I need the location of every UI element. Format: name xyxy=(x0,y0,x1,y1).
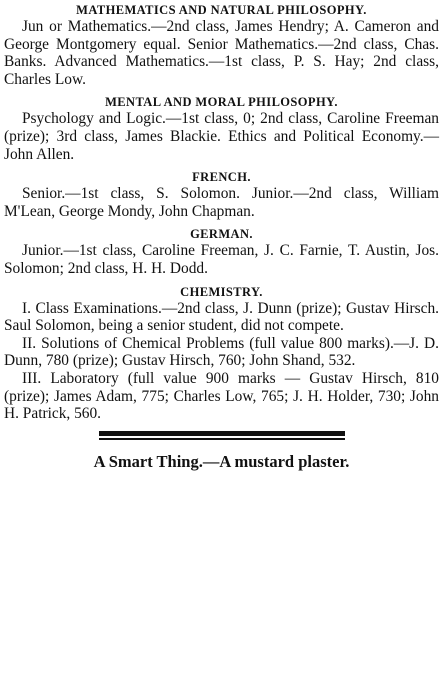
chemistry-paragraph-1: I. Class Examinations.—2nd class, J. Dunn (prize); Gustav Hirsch. Saul Solomon, being a senior student, did not compete. xyxy=(4,299,439,335)
divider-thick-rule xyxy=(99,431,345,436)
section-heading-mathematics: MATHEMATICS AND NATURAL PHILOSOPHY. xyxy=(76,3,367,17)
mental-paragraph: Psychology and Logic.—1st class, 0; 2nd class, Caroline Freeman (prize); 3rd class, James Blackie. Ethics and Political Economy.—John Allen. xyxy=(4,110,439,163)
french-paragraph: Senior.—1st class, S. Solomon. Junior.—2nd class, William M'Lean, George Mondy, John Chapman. xyxy=(4,185,439,220)
german-paragraph: Junior.—1st class, Caroline Freeman, J. C. Farnie, T. Austin, Jos. Solomon; 2nd class, H. H. Dodd. xyxy=(4,242,439,277)
section-heading-french: FRENCH. xyxy=(192,170,251,185)
chemistry-paragraph-3: III. Laboratory (full value 900 marks — Gustav Hirsch, 810 (prize); James Adam, 775; Charles Low, 765; J. H. Holder, 730; John H. Patrick, 560. xyxy=(4,369,439,423)
mathematics-paragraph: Jun or Mathematics.—2nd class, James Hendry; A. Cameron and George Montgomery equal. Senior Mathematics.—2nd class, Chas. Banks. Advanced Mathematics.—1st class, P. S. Hay; 2nd class, Charles Low. xyxy=(4,18,439,88)
footer-joke: A Smart Thing.—A mustard plaster. xyxy=(93,451,350,471)
section-heading-chemistry: CHEMISTRY. xyxy=(180,284,263,299)
divider-thin-rule xyxy=(99,438,345,440)
section-heading-mental-moral: MENTAL AND MORAL PHILOSOPHY. xyxy=(105,95,338,110)
section-heading-german: GERMAN. xyxy=(190,227,253,242)
chemistry-paragraph-2: II. Solutions of Chemical Problems (full value 800 marks).—J. D. Dunn, 780 (prize); Gustav Hirsch, 760; John Shand, 532. xyxy=(4,334,439,370)
article-column xyxy=(4,2,439,488)
section-divider xyxy=(99,431,345,440)
